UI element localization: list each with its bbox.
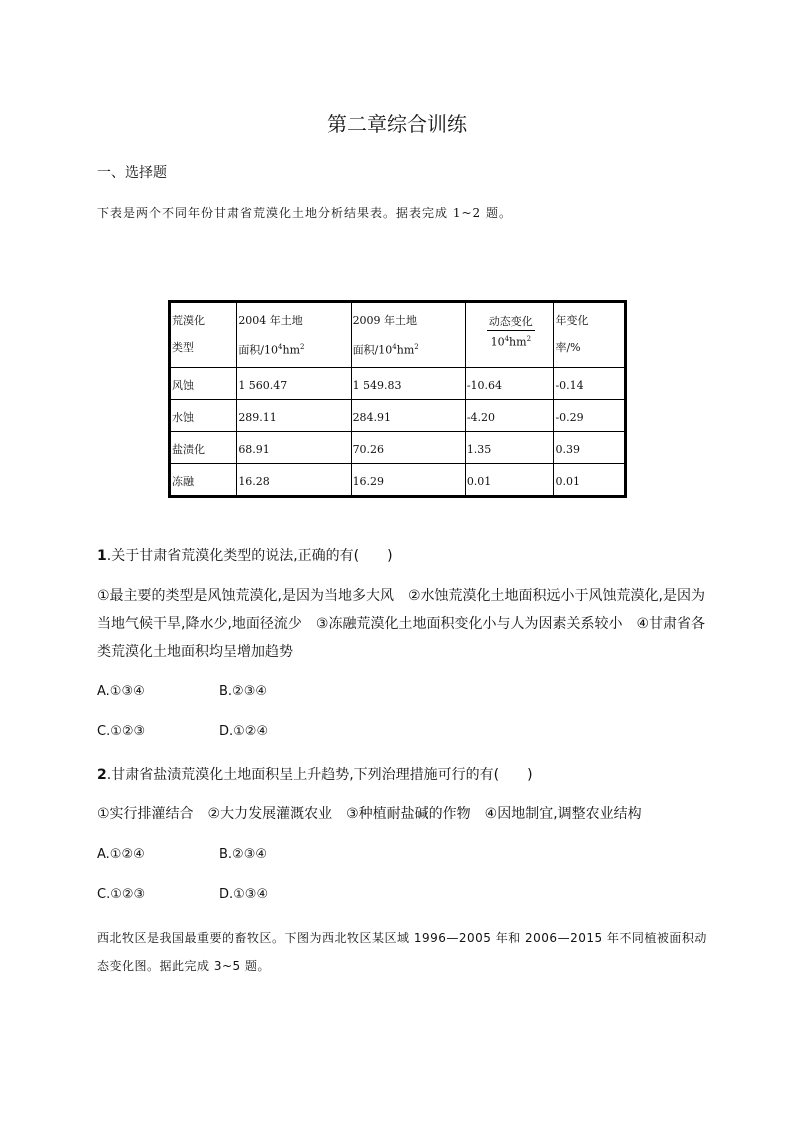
cell-change: -4.20 <box>465 400 554 432</box>
cell-rate: 0.39 <box>554 432 626 464</box>
cell-change: 1.35 <box>465 432 554 464</box>
q2-option-a[interactable]: A.①②④ <box>97 847 145 862</box>
table-header-row <box>170 302 626 368</box>
cell-type: 冻融 <box>170 464 237 497</box>
cell-area-2004: 68.91 <box>237 432 351 464</box>
q2-option-b[interactable]: B.②③④ <box>219 847 268 862</box>
q1-option-c[interactable]: C.①②③ <box>97 724 146 739</box>
cell-type: 水蚀 <box>170 400 237 432</box>
cell-type: 风蚀 <box>170 368 237 400</box>
cell-area-2009: 16.29 <box>351 464 465 497</box>
page-title: 第二章综合训练 <box>327 112 467 136</box>
q1-option-d[interactable]: D.①②④ <box>219 724 269 739</box>
q2-option-c[interactable]: C.①②③ <box>97 887 146 902</box>
cell-area-2009: 284.91 <box>351 400 465 432</box>
cell-area-2004: 289.11 <box>237 400 351 432</box>
header-type: 荒漠化 类型 <box>170 302 237 368</box>
cell-area-2009: 1 549.83 <box>351 368 465 400</box>
question-2-statements: ①实行排灌结合 ②大力发展灌溉农业 ③种植耐盐碱的作物 ④因地制宜,调整农业结构 <box>97 806 642 822</box>
section-heading: 一、选择题 <box>97 165 167 181</box>
question-1-stem: 1.关于甘肃省荒漠化类型的说法,正确的有( ) <box>97 548 393 564</box>
table-row <box>170 400 626 432</box>
cell-rate: 0.01 <box>554 464 626 497</box>
question-1-statements: ①最主要的类型是风蚀荒漠化,是因为当地多大风 ②水蚀荒漠化土地面积远小于风蚀荒漠化,是因为当地气候干旱,降水少,地面径流少 ③冻融荒漠化土地面积变化小与人为因素关系较小 ④甘肃省各类荒漠化土地面积均呈增加趋势 <box>97 588 705 660</box>
desertification-table <box>168 300 627 498</box>
question-2-stem: 2.甘肃省盐渍荒漠化土地面积呈上升趋势,下列治理措施可行的有( ) <box>97 767 533 783</box>
q1-option-b[interactable]: B.②③④ <box>219 684 268 699</box>
header-area-2004: 2004 年土地 面积$/10^4hm^2$ <box>237 302 351 368</box>
q2-option-d[interactable]: D.①③④ <box>219 887 269 902</box>
header-dynamic-change: $\frac{\text{动态变化}}{10^4hm^2}$ <box>465 302 554 368</box>
cell-area-2004: 1 560.47 <box>237 368 351 400</box>
header-annual-rate: 年变化 率/% <box>554 302 626 368</box>
figure-intro: 西北牧区是我国最重要的畜牧区。下图为西北牧区某区域 1996—2005 年和 2006—2015 年不同植被面积动态变化图。据此完成 3~5 题。 <box>97 931 707 973</box>
cell-rate: -0.14 <box>554 368 626 400</box>
table-intro: 下表是两个不同年份甘肃省荒漠化土地分析结果表。据表完成 1~2 题。 <box>97 206 512 220</box>
cell-type: 盐渍化 <box>170 432 237 464</box>
header-area-2009: 2009 年土地 面积$/10^4hm^2$ <box>351 302 465 368</box>
table-row <box>170 368 626 400</box>
cell-rate: -0.29 <box>554 400 626 432</box>
cell-change: -10.64 <box>465 368 554 400</box>
table-row <box>170 464 626 497</box>
cell-change: 0.01 <box>465 464 554 497</box>
table-row <box>170 432 626 464</box>
cell-area-2004: 16.28 <box>237 464 351 497</box>
cell-area-2009: 70.26 <box>351 432 465 464</box>
q1-option-a[interactable]: A.①③④ <box>97 684 145 699</box>
